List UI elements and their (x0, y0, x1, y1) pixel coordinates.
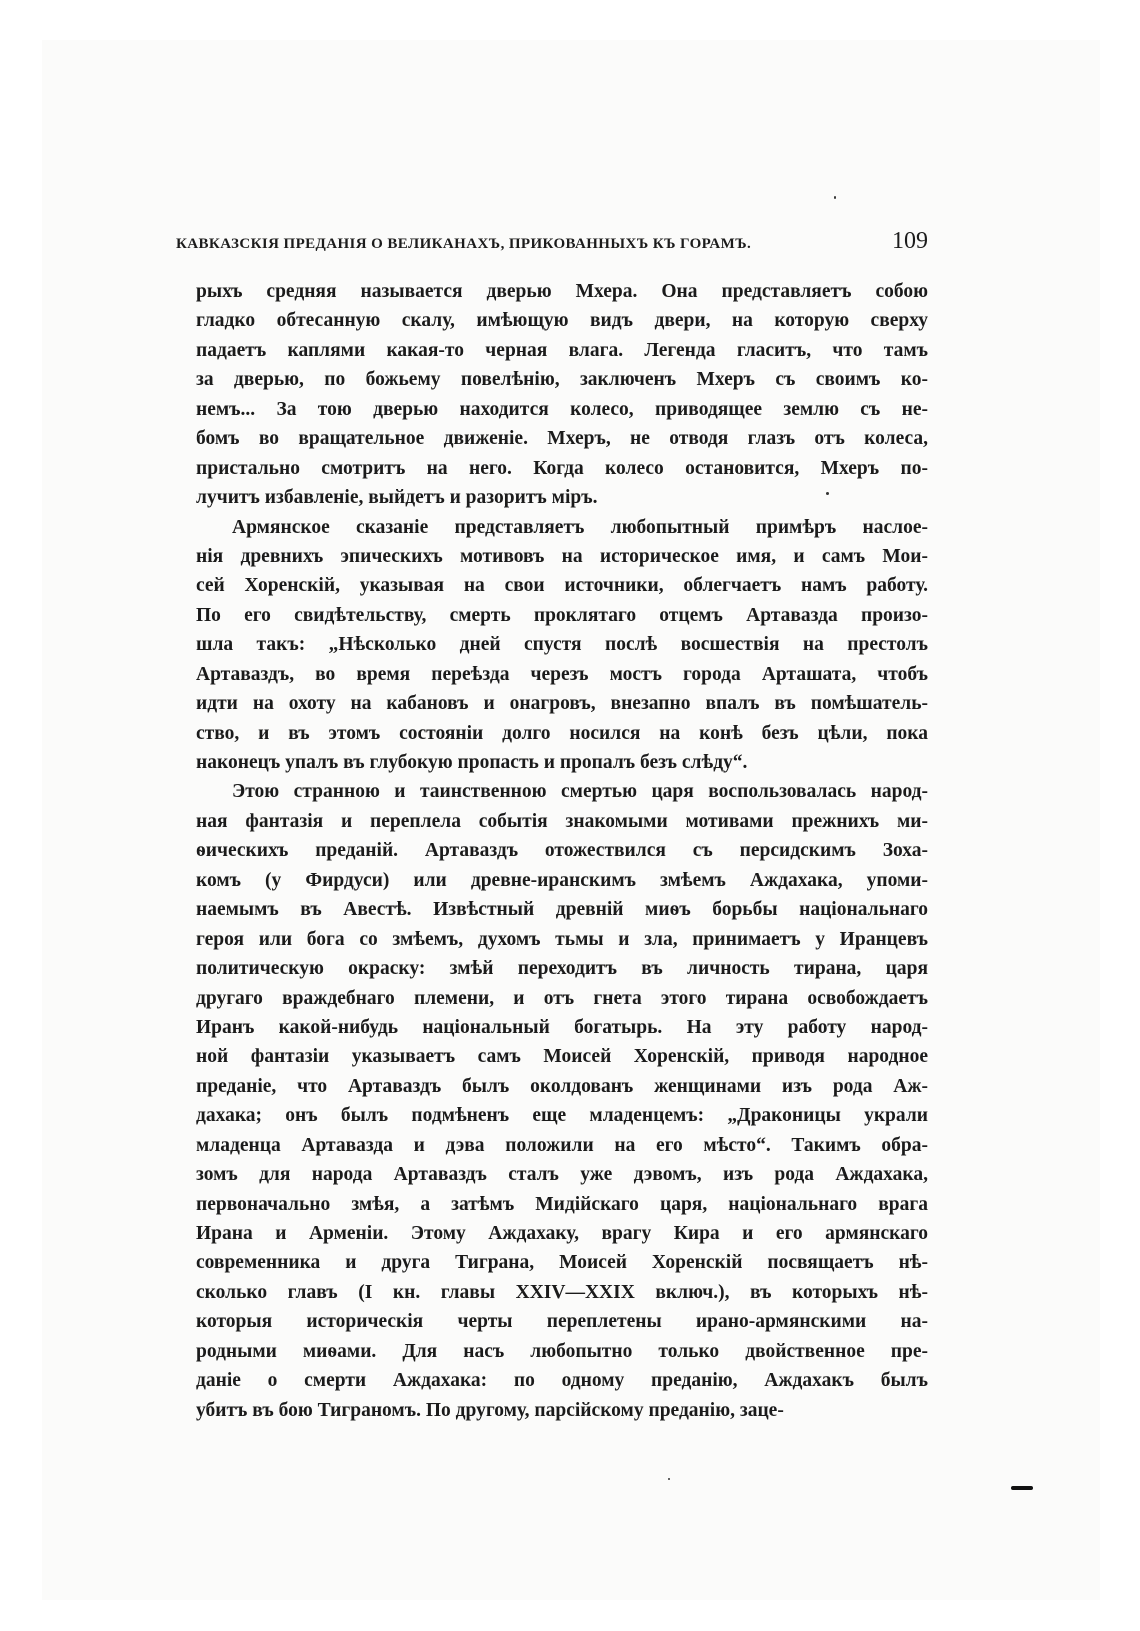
text-line: преданіе, что Артаваздъ былъ околдованъ женщинами изъ рода Аж- (196, 1075, 928, 1097)
scan-speck (834, 196, 836, 199)
paragraph (196, 513, 928, 778)
text-line: за дверью, по божьему повелѣнію, заключенъ Мхеръ съ своимъ ко- (196, 369, 928, 391)
scan-speck (668, 1478, 670, 1480)
text-line: бомъ во вращательное движеніе. Мхеръ, не отводя глазъ отъ колеса, (196, 428, 928, 450)
text-line: современника и друга Тиграна, Моисей Хоренскій посвящаетъ нѣ- (196, 1252, 928, 1274)
text-line: ная фантазія и переплела событія знакомыми мотивами прежнихъ ми- (196, 810, 928, 832)
text-line: убитъ въ бою Тиграномъ. По другому, парсійскому преданію, заце- (196, 1399, 784, 1421)
text-line: родными миѳами. Для насъ любопытно только двойственное пре- (196, 1340, 928, 1362)
text-line: героя или бога со змѣемъ, духомъ тьмы и зла, принимаетъ у Иранцевъ (196, 928, 928, 950)
text-line: рыхъ средняя называется дверью Мхера. Она представляетъ собою (196, 281, 928, 302)
text-line: дахака; онъ былъ подмѣненъ еще младенцемъ: „Драконицы украли (196, 1105, 928, 1127)
text-line: другаго враждебнаго племени, и отъ гнета этого тирана освобождаетъ (196, 987, 928, 1009)
text-line: Этою странною и таинственною смертью царя воспользовалась народ- (232, 781, 928, 803)
paragraph (196, 777, 928, 1425)
running-head-title: КАВКАЗСКІЯ ПРЕДАНІЯ О ВЕЛИКАНАХЪ, ПРИКОВАННЫХЪ КЪ ГОРАМЪ. (176, 236, 752, 252)
text-line: сей Хоренскій, указывая на свои источники, облегчаетъ намъ работу. (196, 575, 928, 597)
text-line: которыя историческія черты переплетены ирано-армянскими на- (196, 1311, 928, 1333)
text-line: ной фантазіи указываетъ самъ Моисей Хоренскій, приводя народное (196, 1046, 928, 1068)
text-body (196, 277, 928, 1425)
text-line: даніе о смерти Аждахака: по одному преданію, Аждахакъ былъ (196, 1370, 928, 1392)
text-line: падаетъ каплями какая-то черная влага. Легенда гласитъ, что тамъ (196, 339, 928, 361)
text-line: ство, и въ этомъ состояніи долго носился на конѣ безъ цѣли, пока (196, 722, 928, 744)
text-line: зомъ для народа Артаваздъ сталъ уже дэвомъ, изъ рода Аждахака, (196, 1164, 928, 1186)
text-line: пристально смотритъ на него. Когда колесо остановится, Мхеръ по- (196, 457, 928, 479)
text-line: первоначально змѣя, а затѣмъ Мидійскаго царя, національнаго врага (196, 1193, 928, 1215)
text-line: нія древнихъ эпическихъ мотивовъ на историческое имя, и самъ Мои- (196, 545, 928, 567)
text-line: комъ (у Фирдуси) или древне-иранскимъ змѣемъ Аждахака, упоми- (196, 869, 928, 891)
text-line: лучитъ избавленіе, выйдетъ и разоритъ міръ. (196, 487, 598, 509)
text-line: Армянское сказаніе представляетъ любопытный примѣръ наслое- (232, 516, 928, 538)
text-line: идти на охоту на кабановъ и онагровъ, внезапно впалъ въ помѣшатель- (196, 693, 928, 715)
text-line: младенца Артавазда и дэва положили на его мѣсто“. Такимъ обра- (196, 1134, 928, 1156)
text-line: немъ... За тою дверью находится колесо, приводящее землю съ не- (196, 398, 928, 420)
text-line: наконецъ упалъ въ глубокую пропасть и пропалъ безъ слѣду“. (196, 752, 748, 773)
text-line: гладко обтесанную скалу, имѣющую видъ двери, на которую сверху (196, 310, 928, 332)
text-line: ѳическихъ преданій. Артаваздъ отожествился съ персидскимъ Зоха- (196, 840, 928, 862)
scan-speck (826, 492, 829, 495)
text-line: шла такъ: „Нѣсколько дней спустя послѣ восшествія на престолъ (196, 634, 928, 656)
scan-edge-mark (1011, 1486, 1033, 1490)
text-line: наемымъ въ Авестѣ. Извѣстный древній миѳъ борьбы національнаго (196, 899, 928, 921)
text-line: Иранъ какой-нибудь національный богатырь. На эту работу народ- (196, 1016, 928, 1038)
paragraph (196, 277, 928, 513)
running-head (176, 228, 928, 268)
text-line: По его свидѣтельству, смерть проклятаго отцемъ Артавазда произо- (196, 604, 928, 626)
text-line: Ирана и Арменіи. Этому Аждахаку, врагу Кира и его армянскаго (196, 1223, 928, 1244)
text-line: политическую окраску: змѣй переходитъ въ личность тирана, царя (196, 958, 928, 980)
text-line: Артаваздъ, во время переѣзда черезъ мостъ города Арташата, чтобъ (196, 663, 928, 685)
text-line: сколько главъ (I кн. главы XXIV—XXIX включ.), въ которыхъ нѣ- (196, 1281, 928, 1303)
page-number: 109 (892, 228, 928, 254)
